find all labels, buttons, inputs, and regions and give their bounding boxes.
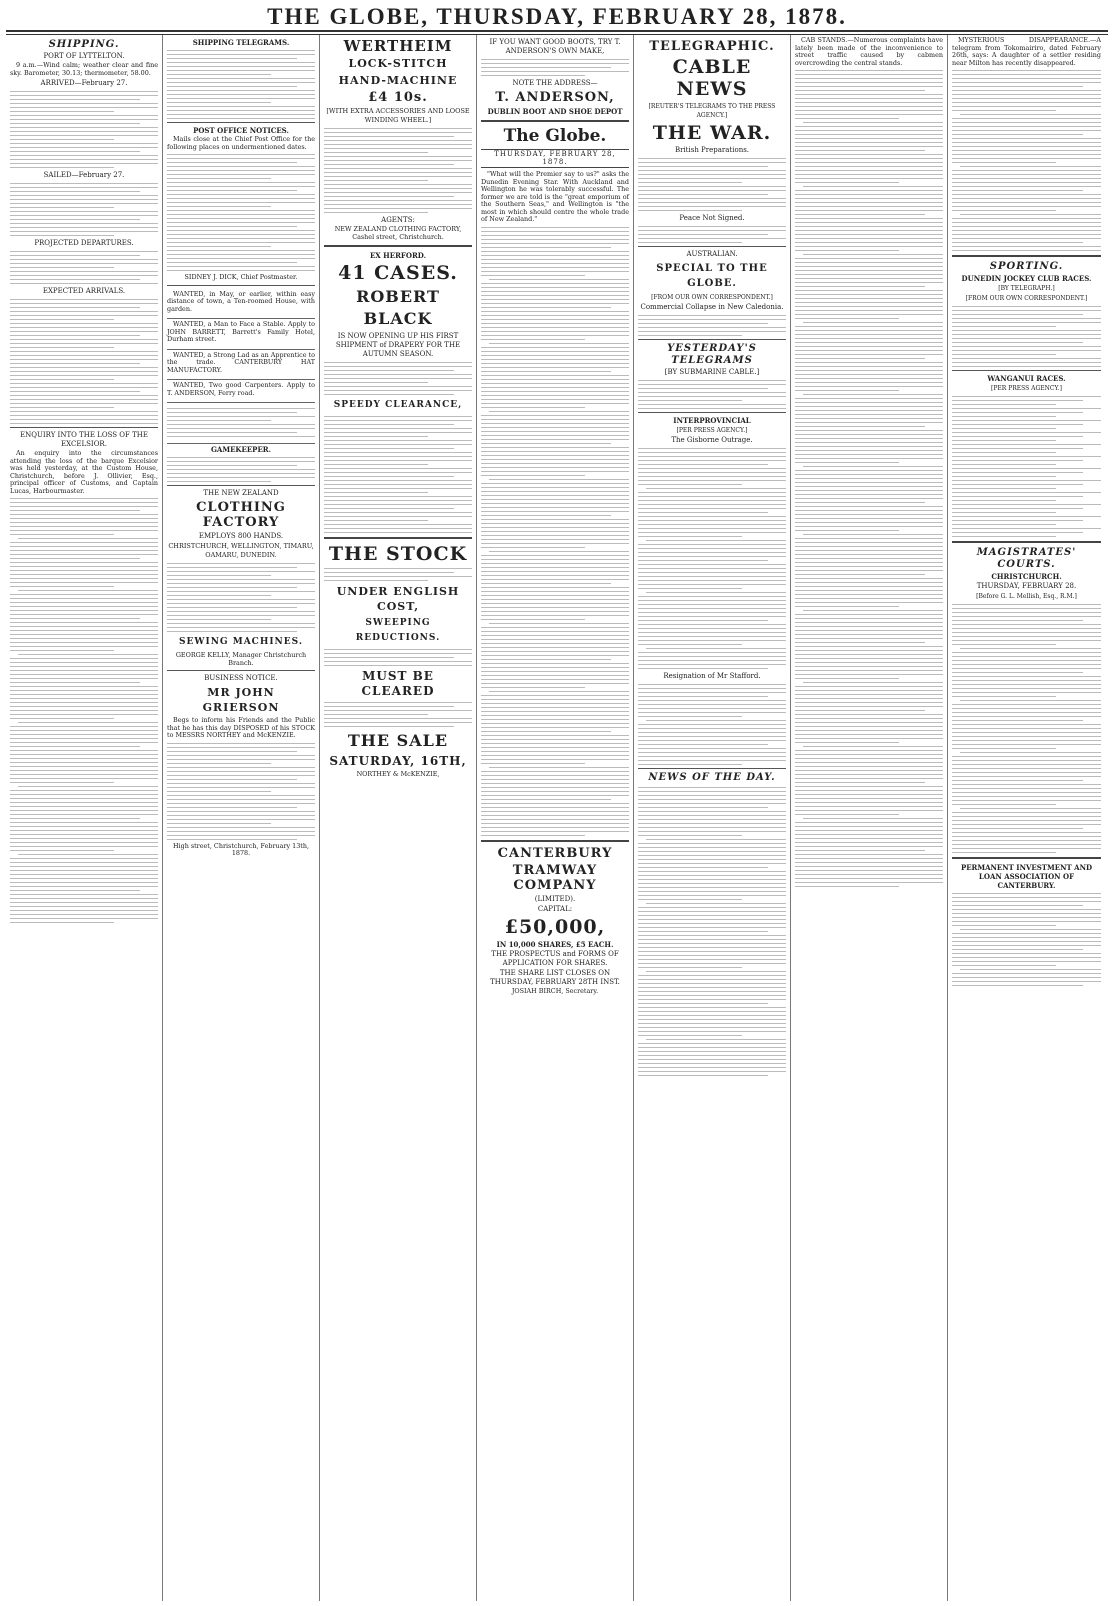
departures-heading: PROJECTED DEPARTURES.: [34, 239, 134, 247]
clothing-factory-title: CLOTHING FACTORY: [196, 500, 286, 530]
press-agency-2: [PER PRESS AGENCY.]: [991, 385, 1062, 392]
port-heading: PORT OF LYTTELTON.: [43, 52, 125, 60]
dublin-depot: DUBLIN BOOT AND SHOE DEPOT: [487, 107, 623, 116]
news-of-the-day-title: NEWS OF THE DAY.: [648, 772, 776, 783]
cable-news-title: CABLE NEWS: [672, 56, 752, 100]
cab-stands-opening: CAB STANDS.—Numerous complaints have lately been made of the inconvenience to street traffic caused by cabmen overcrowding the central stands.: [795, 36, 943, 67]
post-office-intro: Mails close at the Chief Post Office for the following places on undermentioned dates.: [167, 135, 315, 151]
note-address: NOTE THE ADDRESS—: [512, 79, 598, 87]
agents-name: NEW ZEALAND CLOTHING FACTORY, Cashel street, Christchurch.: [334, 225, 462, 241]
caledonia-text: [638, 315, 786, 336]
grierson-body: [167, 743, 315, 840]
new-caledonia-heading: Commercial Collapse in New Caledonia.: [640, 303, 784, 311]
secretary-name: JOSIAH BIRCH, Secretary.: [511, 986, 599, 995]
column-telegraphic: [634, 35, 791, 1601]
clothing-factory-intro: THE NEW ZEALAND: [203, 489, 279, 497]
grierson-title: MR JOHN GRIERSON: [202, 686, 280, 714]
inquiry-heading: ENQUIRY INTO THE LOSS OF THE EXCELSIOR.: [20, 431, 148, 448]
sweeping-reductions: SWEEPING REDUCTIONS.: [355, 618, 441, 643]
grierson-text: Begs to inform his Friends and the Public that he has this day DISPOSED of his STOCK to MESSRS NORTHEY and McKENZIE.: [167, 716, 315, 739]
magistrates-courts-title: MAGISTRATES' COURTS.: [976, 547, 1077, 570]
postmaster-signature: SIDNEY J. DICK, Chief Postmaster.: [184, 273, 298, 281]
wanted-ad-1: [167, 289, 315, 320]
hand-machine-title: HAND-MACHINE: [338, 74, 458, 87]
tramway-title: TRAMWAY COMPANY: [512, 862, 598, 893]
expected-text: [10, 299, 158, 424]
yesterday-text: [638, 380, 786, 409]
column-sporting: [948, 35, 1105, 1601]
reuter-note: [REUTER'S TELEGRAMS TO THE PRESS AGENCY.]: [648, 103, 776, 119]
court-date: THURSDAY, FEBRUARY 28.: [976, 582, 1077, 590]
own-correspondent-2: [FROM OUR OWN CORRESPONDENT.]: [965, 295, 1088, 302]
column-editorial: [477, 35, 634, 1601]
speedy-clearance: SPEEDY CLEARANCE,: [333, 400, 463, 410]
northey-name: NORTHEY & McKENZIE,: [356, 770, 440, 778]
clothing-factory-text: [167, 563, 315, 632]
gamekeeper-heading: GAMEKEEPER.: [210, 445, 272, 454]
the-war-title: THE WAR.: [652, 122, 772, 144]
wanted-ad-2: [167, 319, 315, 350]
clothing-branches: CHRISTCHURCH, WELLINGTON, TIMARU, OAMARU, DUNEDIN.: [168, 542, 314, 559]
press-agency: [PER PRESS AGENCY.]: [676, 427, 748, 434]
inquiry-body: [10, 498, 158, 923]
court-text: [952, 604, 1101, 853]
under-cost: UNDER ENGLISH COST,: [336, 585, 460, 613]
arrivals-text: [10, 91, 158, 168]
col7-news-body: [952, 70, 1101, 251]
arrived-heading: ARRIVED—February 27.: [40, 79, 128, 87]
editorial-dateline: THURSDAY, FEBRUARY 28, 1878.: [481, 149, 629, 168]
stafford-resignation: Resignation of Mr Stafford.: [663, 672, 761, 680]
grierson-date: High street, Christchurch, February 13th, 1878.: [172, 841, 309, 857]
interprovincial-text: [638, 448, 786, 669]
post-office-text: [167, 154, 315, 271]
war-text: [638, 158, 786, 211]
stafford-text: [638, 684, 786, 765]
wanted-ad-1-text: WANTED, in May, or earlier, within easy distance of town, a Ten-roomed House, with garden.: [167, 289, 315, 313]
masthead: THE GLOBE, THURSDAY, FEBRUARY 28, 1878.: [6, 4, 1108, 32]
share-list-closes: THE SHARE LIST CLOSES ON THURSDAY, FEBRUARY 28TH INST.: [490, 968, 620, 986]
capital-heading: CAPITAL:: [537, 904, 573, 913]
departures-text: [10, 251, 158, 284]
leader-opening: "What will the Premier say to us?" asks the Dunedin Evening Star. With Auckland and Wellington he was tolerably successful. The former we are told is the "great emporium of the Southern Seas," and Wellington is "the most in which should centre the whole trade of New Zealand.": [481, 170, 629, 223]
wanted-ad-3-text: WANTED, a Strong Lad as an Apprentice to the trade. CANTERBURY HAT MANUFACTORY.: [167, 350, 315, 374]
wanted-ads-more: [167, 403, 315, 444]
weather-report: 9 a.m.—Wind calm; weather clear and fine sky. Barometer, 30.13; thermometer, 58.00.: [10, 61, 158, 77]
wanganui-results: [952, 396, 1101, 537]
peace-text: [638, 226, 786, 243]
black-body: [324, 362, 472, 395]
cases-title: 41 CASES.: [338, 262, 458, 284]
clothing-factory-sub: EMPLOYS 800 HANDS.: [198, 532, 284, 540]
boots-heading: IF YOU WANT GOOD BOOTS, TRY T. ANDERSON'S OWN MAKE,: [489, 38, 621, 55]
telegraphic-title: TELEGRAPHIC.: [649, 39, 775, 54]
wertheim-with: [WITH EXTRA ACCESSORIES AND LOOSE WINDING WHEEL.]: [326, 107, 470, 124]
wertheim-text: [324, 128, 472, 213]
disappearance-opening: MYSTERIOUS DISAPPEARANCE.—A telegram from Tokomairiro, dated February 26th, says: A daughter of a settler residing near Milton has recently disappeared.: [952, 36, 1101, 67]
wanted-ad-2-text: WANTED, a Man to Face a Stable. Apply to JOHN BARRETT, Barrett's Family Hotel, Durham street.: [167, 320, 315, 343]
sporting-title: SPORTING.: [989, 261, 1064, 272]
telegrams-text: [167, 50, 315, 119]
lock-stitch-title: LOCK-STITCH: [348, 57, 448, 70]
capital-amount: £50,000,: [504, 915, 606, 938]
anderson-title: T. ANDERSON,: [495, 90, 615, 105]
yesterdays-telegrams-title: YESTERDAY'S TELEGRAMS: [667, 343, 757, 366]
stock-title: THE STOCK: [328, 543, 468, 565]
shipping-title: SHIPPING.: [48, 39, 120, 50]
local-news-body: [795, 70, 943, 887]
special-globe-title: SPECIAL TO THE GLOBE.: [656, 263, 768, 289]
the-globe-nameplate: The Globe.: [503, 126, 607, 146]
stock-text-2: [324, 649, 472, 666]
wanted-ad-3: [167, 350, 315, 381]
ex-herford: EX HERFORD.: [369, 251, 427, 260]
dunedin-results: [952, 306, 1101, 367]
christchurch-court: CHRISTCHURCH.: [991, 572, 1062, 581]
sailings-text: [10, 183, 158, 236]
boots-text: [481, 59, 629, 76]
stock-text: [324, 568, 472, 581]
shares-text: IN 10,000 SHARES, £5 EACH.: [496, 939, 614, 949]
branch-manager: GEORGE KELLY, Manager Christchurch Branch.: [175, 651, 307, 667]
columns: [6, 35, 1108, 1601]
by-telegraph-1: [BY TELEGRAPH.]: [998, 285, 1055, 292]
column-notices: [163, 35, 320, 1601]
permanent-investment-heading: PERMANENT INVESTMENT AND LOAN ASSOCIATION OF CANTERBURY.: [960, 863, 1093, 890]
column-ads: [320, 35, 477, 1601]
post-office-heading: POST OFFICE NOTICES.: [193, 126, 289, 135]
wanted-ad-4: [167, 380, 315, 403]
british-preparations: British Preparations.: [674, 146, 750, 154]
news-text: [638, 787, 786, 1076]
shipping-telegrams-heading: SHIPPING TELEGRAMS.: [192, 38, 290, 47]
australian-heading: AUSTRALIAN.: [686, 250, 738, 258]
canterbury-title: CANTERBURY: [497, 845, 613, 861]
gisborne-outrage: The Gisborne Outrage.: [671, 436, 753, 444]
own-correspondent: [FROM OUR OWN CORRESPONDENT.]: [651, 294, 773, 301]
black-body-2: [324, 416, 472, 533]
court-before: [Before G. L. Mellish, Esq., R.M.]: [976, 593, 1077, 600]
wertheim-price: £4 10s.: [368, 90, 428, 105]
prospectus-text: THE PROSPECTUS and FORMS OF APPLICATION FOR SHARES.: [491, 949, 619, 967]
robert-black-title: ROBERT BLACK: [356, 287, 440, 328]
column-shipping: [6, 35, 163, 1601]
sailed-heading: SAILED—February 27.: [43, 171, 125, 179]
business-notice-heading: BUSINESS NOTICE.: [204, 674, 278, 682]
inquiry-text: An enquiry into the circumstances attending the loss of the barque Excelsior was held yesterday, at the Custom House, Christchurch, before J. Ollivier, Esq., principal officer of Customs, and Captain Lucas, Harbourmaster.: [10, 449, 158, 495]
expected-heading: EXPECTED ARRIVALS.: [42, 287, 126, 295]
wanted-ad-4-text: WANTED, Two good Carpenters. Apply to T. ANDERSON, Ferry road.: [167, 381, 315, 397]
sewing-machines-title: SEWING MACHINES.: [179, 637, 303, 647]
the-sale-title: THE SALE: [347, 731, 449, 750]
agents-heading: AGENTS:: [381, 216, 415, 224]
must-be-cleared: MUST BE CLEARED: [361, 669, 435, 698]
permanent-text: [952, 893, 1101, 986]
dunedin-jockey-heading: DUNEDIN JOCKEY CLUB RACES.: [961, 274, 1092, 283]
drapery-text: IS NOW OPENING UP HIS FIRST SHIPMENT of DRAPERY FOR THE AUTUMN SEASON.: [335, 332, 461, 358]
peace-not-signed: Peace Not Signed.: [679, 214, 745, 222]
column-local-news: [791, 35, 948, 1601]
interprovincial-heading: INTERPROVINCIAL: [673, 416, 751, 425]
wertheim-title: WERTHEIM: [343, 37, 453, 55]
stock-text-3: [324, 702, 472, 727]
wanganui-races-heading: WANGANUI RACES.: [987, 374, 1066, 383]
tramway-limited: (LIMITED).: [534, 894, 576, 903]
submarine-cable: [BY SUBMARINE CABLE.]: [664, 368, 760, 376]
gamekeeper-text: [167, 457, 315, 482]
leader-body: [481, 227, 629, 836]
saturday-title: SATURDAY, 16TH,: [329, 754, 467, 768]
